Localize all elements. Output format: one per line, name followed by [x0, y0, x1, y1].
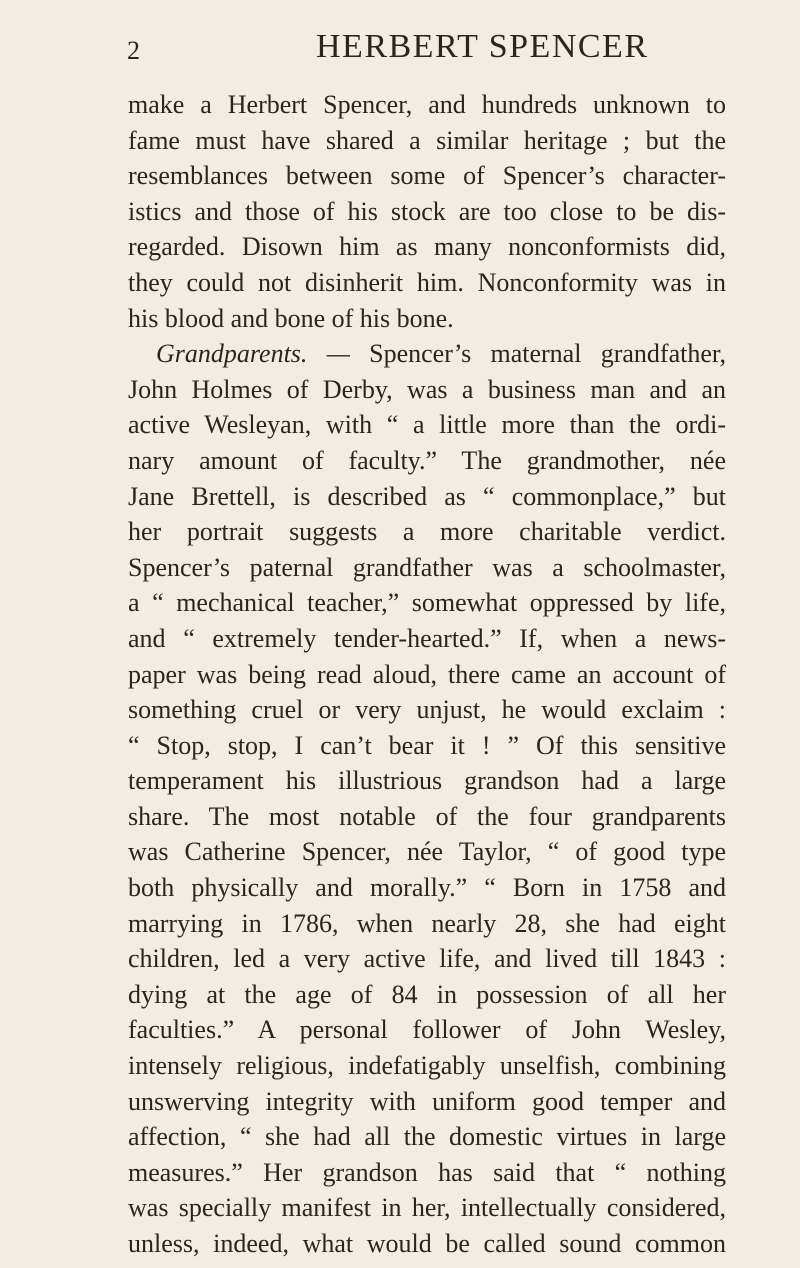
text-line: Jane Brettell, is described as “ commonplace,” but: [128, 481, 726, 511]
text-line: his blood and bone of his bone.: [128, 303, 454, 333]
text-line: active Wesleyan, with “ a little more than the ordi-: [128, 410, 726, 440]
section-heading: Grandparents. —: [156, 339, 350, 369]
text-line: istics and those of his stock are too close to be dis-: [128, 196, 726, 226]
text-line: her portrait suggests a more charitable verdict.: [128, 517, 726, 547]
text-line: share. The most notable of the four grandparents: [128, 801, 726, 831]
text-line: both physically and morally.” “ Born in 1758 and: [128, 873, 726, 903]
text-line: children, led a very active life, and lived till 1843 :: [128, 944, 726, 974]
text-line: was Catherine Spencer, née Taylor, “ of good type: [128, 837, 726, 867]
text-line: affection, “ she had all the domestic virtues in large: [128, 1122, 726, 1152]
text-line: dying at the age of 84 in possession of all her: [128, 979, 726, 1009]
text-line: intensely religious, indefatigably unselfish, combining: [128, 1051, 726, 1081]
paragraph-start-line: [128, 336, 726, 372]
running-head: [0, 28, 800, 72]
text-line: was specially manifest in her, intellectually considered,: [128, 1193, 726, 1223]
text-line: Spencer’s paternal grandfather was a schoolmaster,: [128, 552, 726, 582]
running-title: HERBERT SPENCER: [316, 28, 649, 65]
text-line: temperament his illustrious grandson had a large: [128, 766, 726, 796]
text-line: they could not disinherit him. Nonconformity was in: [128, 267, 726, 297]
text-line: unless, indeed, what would be called sound common: [128, 1229, 726, 1258]
text-line: marrying in 1786, when nearly 28, she had eight: [128, 908, 726, 938]
text-line: unswerving integrity with uniform good temper and: [128, 1086, 726, 1116]
text-line: a “ mechanical teacher,” somewhat oppressed by life,: [128, 588, 726, 618]
page-number: 2: [127, 36, 140, 65]
text-line: measures.” Her grandson has said that “ nothing: [128, 1157, 726, 1187]
text-line: John Holmes of Derby, was a business man and an: [128, 374, 726, 404]
text-line: fame must have shared a similar heritage ; but the: [128, 125, 726, 155]
text-line: regarded. Disown him as many nonconformists did,: [128, 232, 726, 262]
text-line: nary amount of faculty.” The grandmother, née: [128, 445, 726, 475]
text-line: and “ extremely tender-hearted.” If, when a news-: [128, 623, 726, 653]
text-line: paper was being read aloud, there came an account of: [128, 659, 726, 689]
text-line: faculties.” A personal follower of John Wesley,: [128, 1015, 726, 1045]
text-line: resemblances between some of Spencer’s character-: [128, 161, 726, 191]
text-line: make a Herbert Spencer, and hundreds unknown to: [128, 90, 726, 119]
text-line-rest: Spencer’s maternal grandfather,: [369, 339, 726, 369]
text-line: “ Stop, stop, I can’t bear it ! ” Of this sensitive: [128, 730, 726, 760]
text-line: something cruel or very unjust, he would exclaim :: [128, 695, 726, 725]
body-text: [128, 87, 726, 1262]
